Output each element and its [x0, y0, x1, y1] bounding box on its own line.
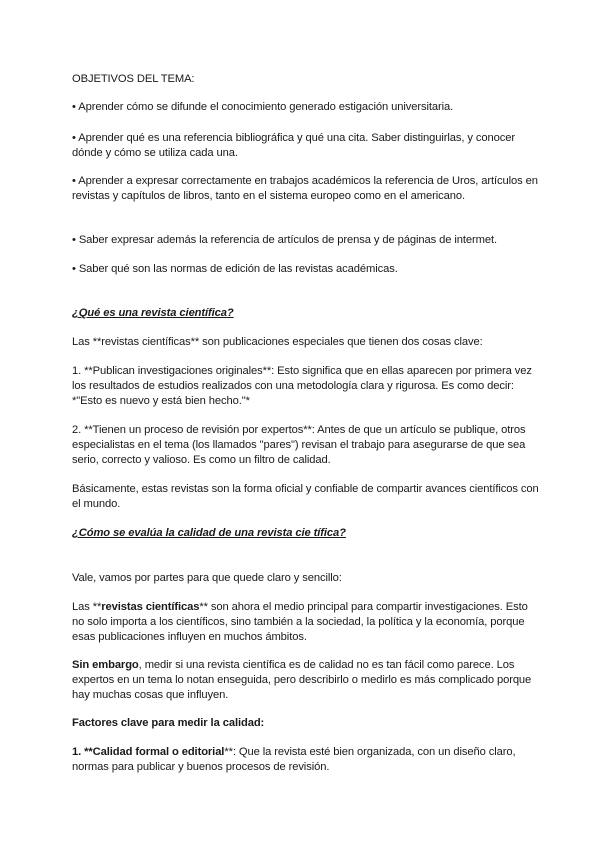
objective-item: • Saber expresar además la referencia de artículos de prensa y de páginas de intermet. — [72, 234, 498, 246]
objectives-title: OBJETIVOS DEL TEMA: — [72, 73, 195, 85]
paragraph-vale: Vale, vamos por partes para que quede claro y sencillo: — [72, 572, 342, 584]
section-heading-calidad: ¿Cómo se evalúa la calidad de una revista cie tífica? — [72, 527, 346, 539]
paragraph-summary: Básicamente, estas revistas son la forma oficial y confiable de compartir avances científicos con el mundo. — [72, 483, 539, 510]
paragraph-revistas — [72, 600, 540, 645]
text-run: Las ** — [72, 601, 102, 613]
factors-heading: Factores clave para medir la calidad: — [72, 717, 265, 729]
paragraph-intro: Las **revistas científicas** son publicaciones especiales que tienen dos cosas clave: — [72, 336, 483, 348]
text-run: ** son ahora el medio principal para compartir investigaciones. Esto no solo importa a los científicos, sino también a la sociedad, la política y la economía, porque esas publicaciones influyen en muchos ámbitos. — [72, 601, 528, 643]
paragraph-factor-1 — [72, 745, 540, 775]
paragraph-point-2: 2. **Tienen un proceso de revisión por expertos**: Antes de que un artículo se publique, otros especialistas en el tema (los llamados "pares") revisan el trabajo para asegurarse de que sea serio, correcto y valioso. Es como un filtro de calidad. — [72, 424, 526, 466]
paragraph-sin-embargo — [72, 658, 540, 703]
text-run-bold: 1. **Calidad formal o editorial — [72, 746, 225, 758]
objective-item: • Aprender cómo se difunde el conocimiento generado estigación universitaria. — [72, 101, 454, 113]
text-run-bold: revistas científicas — [101, 601, 200, 613]
paragraph-point-1: 1. **Publican investigaciones originales**: Esto significa que en ellas aparecen por primera vez los resultados de estudios realizados con una metodología clara y rigurosa. Es como decir: *"Esto es nuevo y está bien hecho."* — [72, 365, 532, 407]
text-run-bold: Sin embargo — [72, 659, 139, 671]
section-heading-revista: ¿Qué es una revista científica? — [72, 307, 234, 319]
text-run: , medir si una revista científica es de calidad no es tan fácil como parece. Los expertos en un tema lo notan enseguida, pero describirlo o medirlo es más complicado porque hay muchas cosas que influyen. — [72, 659, 532, 701]
text-run: **: Que la revista esté bien organizada, con un diseño claro, normas para publicar y buenos procesos de revisión. — [72, 746, 516, 773]
objective-item: • Aprender qué es una referencia bibliográfica y qué una cita. Saber distinguirlas, y conocer dónde y cómo se utiliza cada una. — [72, 132, 516, 159]
objective-item: • Saber qué son las normas de edición de las revistas académicas. — [72, 263, 398, 275]
objective-item: • Aprender a expresar correctamente en trabajos académicos la referencia de Uros, artículos en revistas y capítulos de libros, tanto en el sistema europeo como en el americano. — [72, 175, 538, 202]
